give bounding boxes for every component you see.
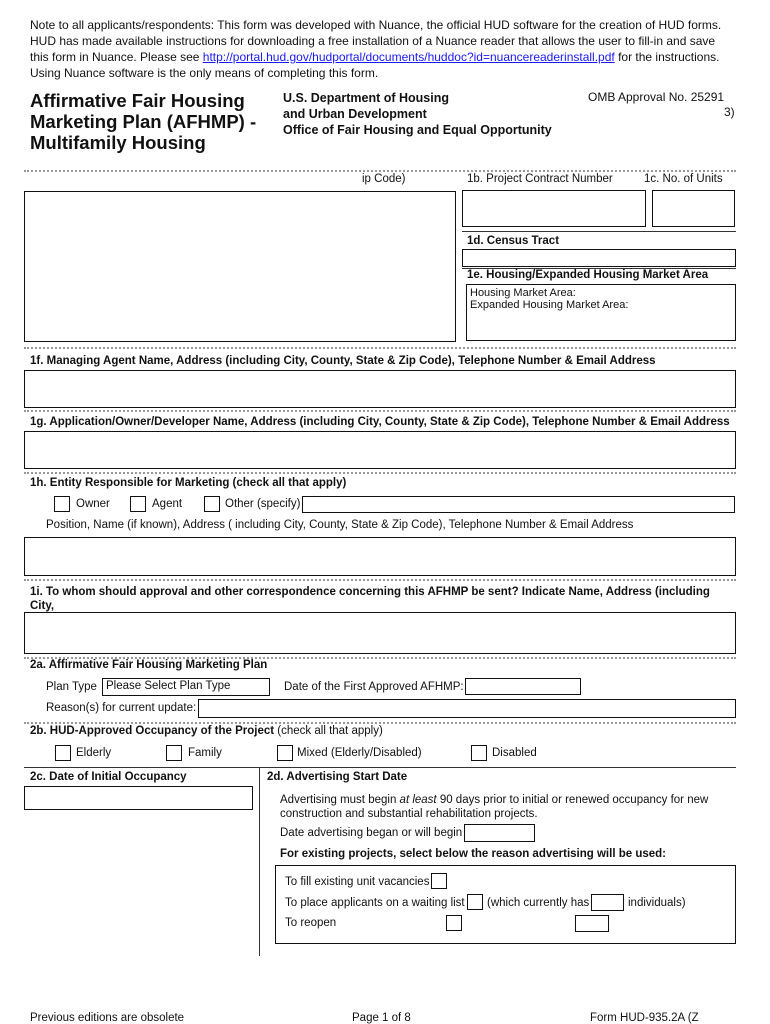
family-checkbox[interactable] [166, 745, 182, 761]
first-approved-date-field[interactable] [465, 678, 581, 695]
individuals-label: individuals) [628, 897, 686, 909]
footer-page-number: Page 1 of 8 [352, 1012, 411, 1024]
expanded-market-area-label: Expanded Housing Market Area: [470, 299, 629, 311]
mixed-label: Mixed (Elderly/Disabled) [297, 747, 422, 759]
column-divider [259, 767, 260, 956]
afhmp-plan-label: 2a. Affirmative Fair Housing Marketing Plan [30, 659, 268, 671]
disabled-label: Disabled [492, 747, 537, 759]
label-line: 1i. To whom should approval and other correspondence concerning this AFHMP be sent? Indicate Name, Address (including City, [30, 586, 710, 612]
omb-approval-continued: 3) [724, 105, 735, 119]
section-divider [24, 170, 736, 172]
project-contract-label: 1b. Project Contract Number [467, 173, 613, 185]
reopen-label: To reopen [285, 917, 337, 929]
owner-label: Owner [76, 498, 110, 510]
units-label: 1c. No. of Units [644, 173, 723, 185]
occupancy-label-rest: (check all that apply) [274, 725, 383, 737]
advertising-requirement-text [280, 793, 730, 821]
occupancy-label-bold: 2b. HUD-Approved Occupancy of the Project [30, 725, 275, 737]
text: 90 days prior to initial or renewed occupancy for new [436, 794, 709, 806]
market-area-field[interactable] [466, 284, 736, 341]
plan-type-label: Plan Type [46, 681, 97, 693]
divider-line [462, 231, 736, 232]
plan-type-select[interactable]: Please Select Plan Type [102, 678, 270, 696]
census-tract-field[interactable] [462, 249, 736, 267]
other-checkbox[interactable] [204, 496, 220, 512]
first-approved-label: Date of the First Approved AFHMP: [284, 681, 464, 693]
housing-market-area-label: Housing Market Area: [470, 287, 576, 299]
managing-agent-field[interactable] [24, 370, 736, 408]
dept-line: U.S. Department of Housing [283, 91, 449, 105]
nuance-instructions-link[interactable]: http://portal.hud.gov/hudportal/documents/huddoc?id=nuancereaderinstall.pdf [202, 50, 615, 64]
label-line: construction and substantial rehabilitation projects. [280, 808, 538, 820]
section-divider [24, 472, 736, 474]
text-emphasis: at least [399, 794, 437, 806]
vacancies-checkbox[interactable] [431, 873, 447, 889]
notice-text-end: for the instructions. Using Nuance software is the only means of completing this form. [30, 50, 720, 80]
vacancies-label: To fill existing unit vacancies [285, 876, 430, 888]
reasons-field[interactable] [198, 699, 736, 718]
title-line: Affirmative Fair Housing [30, 90, 245, 111]
waiting-list-checkbox[interactable] [467, 894, 483, 910]
advertising-date-label: Date advertising began or will begin [280, 827, 463, 839]
reasons-label: Reason(s) for current update: [46, 702, 197, 714]
other-specify-field[interactable] [302, 496, 735, 513]
nuance-notice [30, 17, 730, 81]
waiting-list-count-field[interactable] [591, 894, 624, 911]
dept-line: Office of Fair Housing and Equal Opportunity [283, 123, 552, 137]
label-line [280, 793, 730, 807]
advertising-date-field[interactable] [464, 824, 535, 842]
section-divider [24, 347, 736, 349]
approval-contact-field[interactable] [24, 612, 736, 654]
omb-approval-number: OMB Approval No. 25291 [588, 90, 725, 104]
elderly-checkbox[interactable] [55, 745, 71, 761]
dept-line: and Urban Development [283, 107, 427, 121]
applicant-field[interactable] [24, 431, 736, 469]
footer-obsolete-note: Previous editions are obsolete [30, 1012, 185, 1024]
agent-label: Agent [152, 498, 183, 510]
managing-agent-label: 1f. Managing Agent Name, Address (including City, County, State & Zip Code), Telephone Number & Email Address [30, 355, 656, 367]
notice-text: Note to all applicants/respondents: This form was developed with Nuance, the official HUD software for the creation of HUD forms. HUD has made available instructions for downloading a free installation of a Nuance reader that allows the user to fill-in and save this form in Nuance. Please see [30, 18, 722, 64]
title-line: Multifamily Housing [30, 132, 206, 153]
disabled-checkbox[interactable] [471, 745, 487, 761]
mixed-checkbox[interactable] [277, 745, 293, 761]
existing-projects-label: For existing projects, select below the reason advertising will be used: [280, 848, 666, 860]
owner-checkbox[interactable] [54, 496, 70, 512]
market-area-label: 1e. Housing/Expanded Housing Market Area [467, 269, 709, 281]
project-contract-field[interactable] [462, 190, 646, 227]
entity-responsible-label: 1h. Entity Responsible for Marketing (check all that apply) [30, 477, 347, 489]
zip-code-label-fragment: ip Code) [362, 173, 406, 185]
currently-has-label: (which currently has [487, 897, 590, 909]
other-label: Other (specify) [225, 498, 301, 510]
units-field[interactable] [652, 190, 735, 227]
footer-form-number: Form HUD-935.2A (Z [590, 1012, 699, 1024]
advertising-start-label: 2d. Advertising Start Date [267, 771, 408, 783]
occupancy-label [30, 725, 383, 737]
divider-line [24, 767, 736, 768]
reopen-checkbox[interactable] [446, 915, 462, 931]
initial-occupancy-field[interactable] [24, 786, 253, 810]
agent-checkbox[interactable] [130, 496, 146, 512]
family-label: Family [188, 747, 222, 759]
section-divider [24, 410, 736, 412]
elderly-label: Elderly [76, 747, 112, 759]
text: Advertising must begin [280, 794, 400, 806]
department-name [283, 90, 583, 138]
applicant-label: 1g. Application/Owner/Developer Name, Address (including City, County, State & Zip Code), Telephone Number & Email Address [30, 416, 730, 428]
position-label: Position, Name (if known), Address ( including City, County, State & Zip Code), Telephone Number & Email Address [46, 519, 634, 531]
form-title [30, 90, 270, 153]
census-tract-label: 1d. Census Tract [467, 235, 560, 247]
project-name-address-field[interactable] [24, 191, 456, 342]
section-divider [24, 579, 736, 581]
reopen-field[interactable] [575, 915, 609, 932]
waiting-list-label: To place applicants on a waiting list [285, 897, 465, 909]
title-line: Marketing Plan (AFHMP) - [30, 111, 257, 132]
entity-contact-field[interactable] [24, 537, 736, 576]
section-divider [24, 722, 736, 724]
initial-occupancy-label: 2c. Date of Initial Occupancy [30, 771, 187, 783]
